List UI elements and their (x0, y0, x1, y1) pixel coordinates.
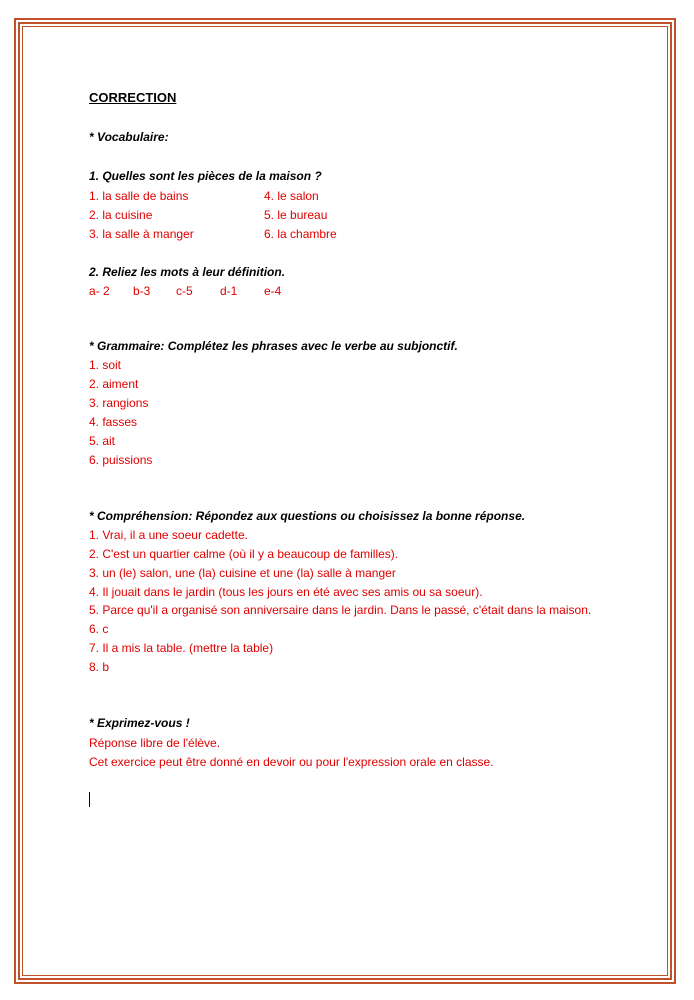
vocab-q2-pair: c-5 (176, 284, 193, 298)
comprehension-answer: 6. c (89, 622, 109, 636)
vocab-q1-answer: 1. la salle de bains (89, 189, 189, 203)
grammar-answer: 1. soit (89, 358, 122, 372)
vocab-q1-answer: 4. le salon (264, 189, 319, 203)
vocab-q2-answers (89, 283, 281, 299)
comprehension-answer: 8. b (89, 660, 110, 674)
grammar-answer: 4. fasses (89, 415, 138, 429)
express-line: Cet exercice peut être donné en devoir ou pour l'expression orale en classe. (89, 755, 494, 769)
comprehension-answer: 2. C'est un quartier calme (où il y a beaucoup de familles). (89, 547, 399, 561)
vocab-q1-row (89, 226, 337, 242)
text-cursor[interactable] (89, 792, 90, 807)
comprehension-answer: 1. Vrai, il a une soeur cadette. (89, 528, 248, 542)
vocab-q2-pair: d-1 (220, 284, 238, 298)
vocab-q1-answer: 6. la chambre (264, 227, 337, 241)
vocab-q2-pair: a- 2 (89, 284, 110, 298)
vocab-q1-row (89, 207, 328, 223)
vocab-q1-row (89, 188, 319, 204)
comprehension-answer: 7. Il a mis la table. (mettre la table) (89, 641, 274, 655)
express-heading: * Exprimez-vous ! (89, 716, 190, 730)
vocab-q2-heading: 2. Reliez les mots à leur définition. (89, 265, 286, 279)
comprehension-answer: 4. Il jouait dans le jardin (tous les jours en été avec ses amis ou sa soeur). (89, 585, 483, 599)
comprehension-heading: * Compréhension: Répondez aux questions ou choisissez la bonne réponse. (89, 509, 526, 523)
vocab-q1-answer: 5. le bureau (264, 208, 328, 222)
comprehension-answer: 5. Parce qu'il a organisé son anniversaire dans le jardin. Dans le passé, c'était dans la maison. (89, 603, 592, 617)
vocab-q1-answer: 2. la cuisine (89, 208, 153, 222)
express-line: Réponse libre de l'élève. (89, 736, 221, 750)
grammar-answer: 3. rangions (89, 396, 149, 410)
vocab-q2-pair: e-4 (264, 284, 282, 298)
vocab-q1-heading: 1. Quelles sont les pièces de la maison ? (89, 169, 322, 183)
comprehension-answer: 3. un (le) salon, une (la) cuisine et une (la) salle à manger (89, 566, 396, 580)
document-title: CORRECTION (89, 90, 177, 105)
vocab-q2-pair: b-3 (133, 284, 151, 298)
grammar-answer: 2. aiment (89, 377, 139, 391)
vocab-q1-answer: 3. la salle à manger (89, 227, 194, 241)
vocab-heading: * Vocabulaire: (89, 130, 169, 144)
grammar-answer: 5. ait (89, 434, 116, 448)
grammar-heading: * Grammaire: Complétez les phrases avec le verbe au subjonctif. (89, 339, 458, 353)
grammar-answer: 6. puissions (89, 453, 153, 467)
